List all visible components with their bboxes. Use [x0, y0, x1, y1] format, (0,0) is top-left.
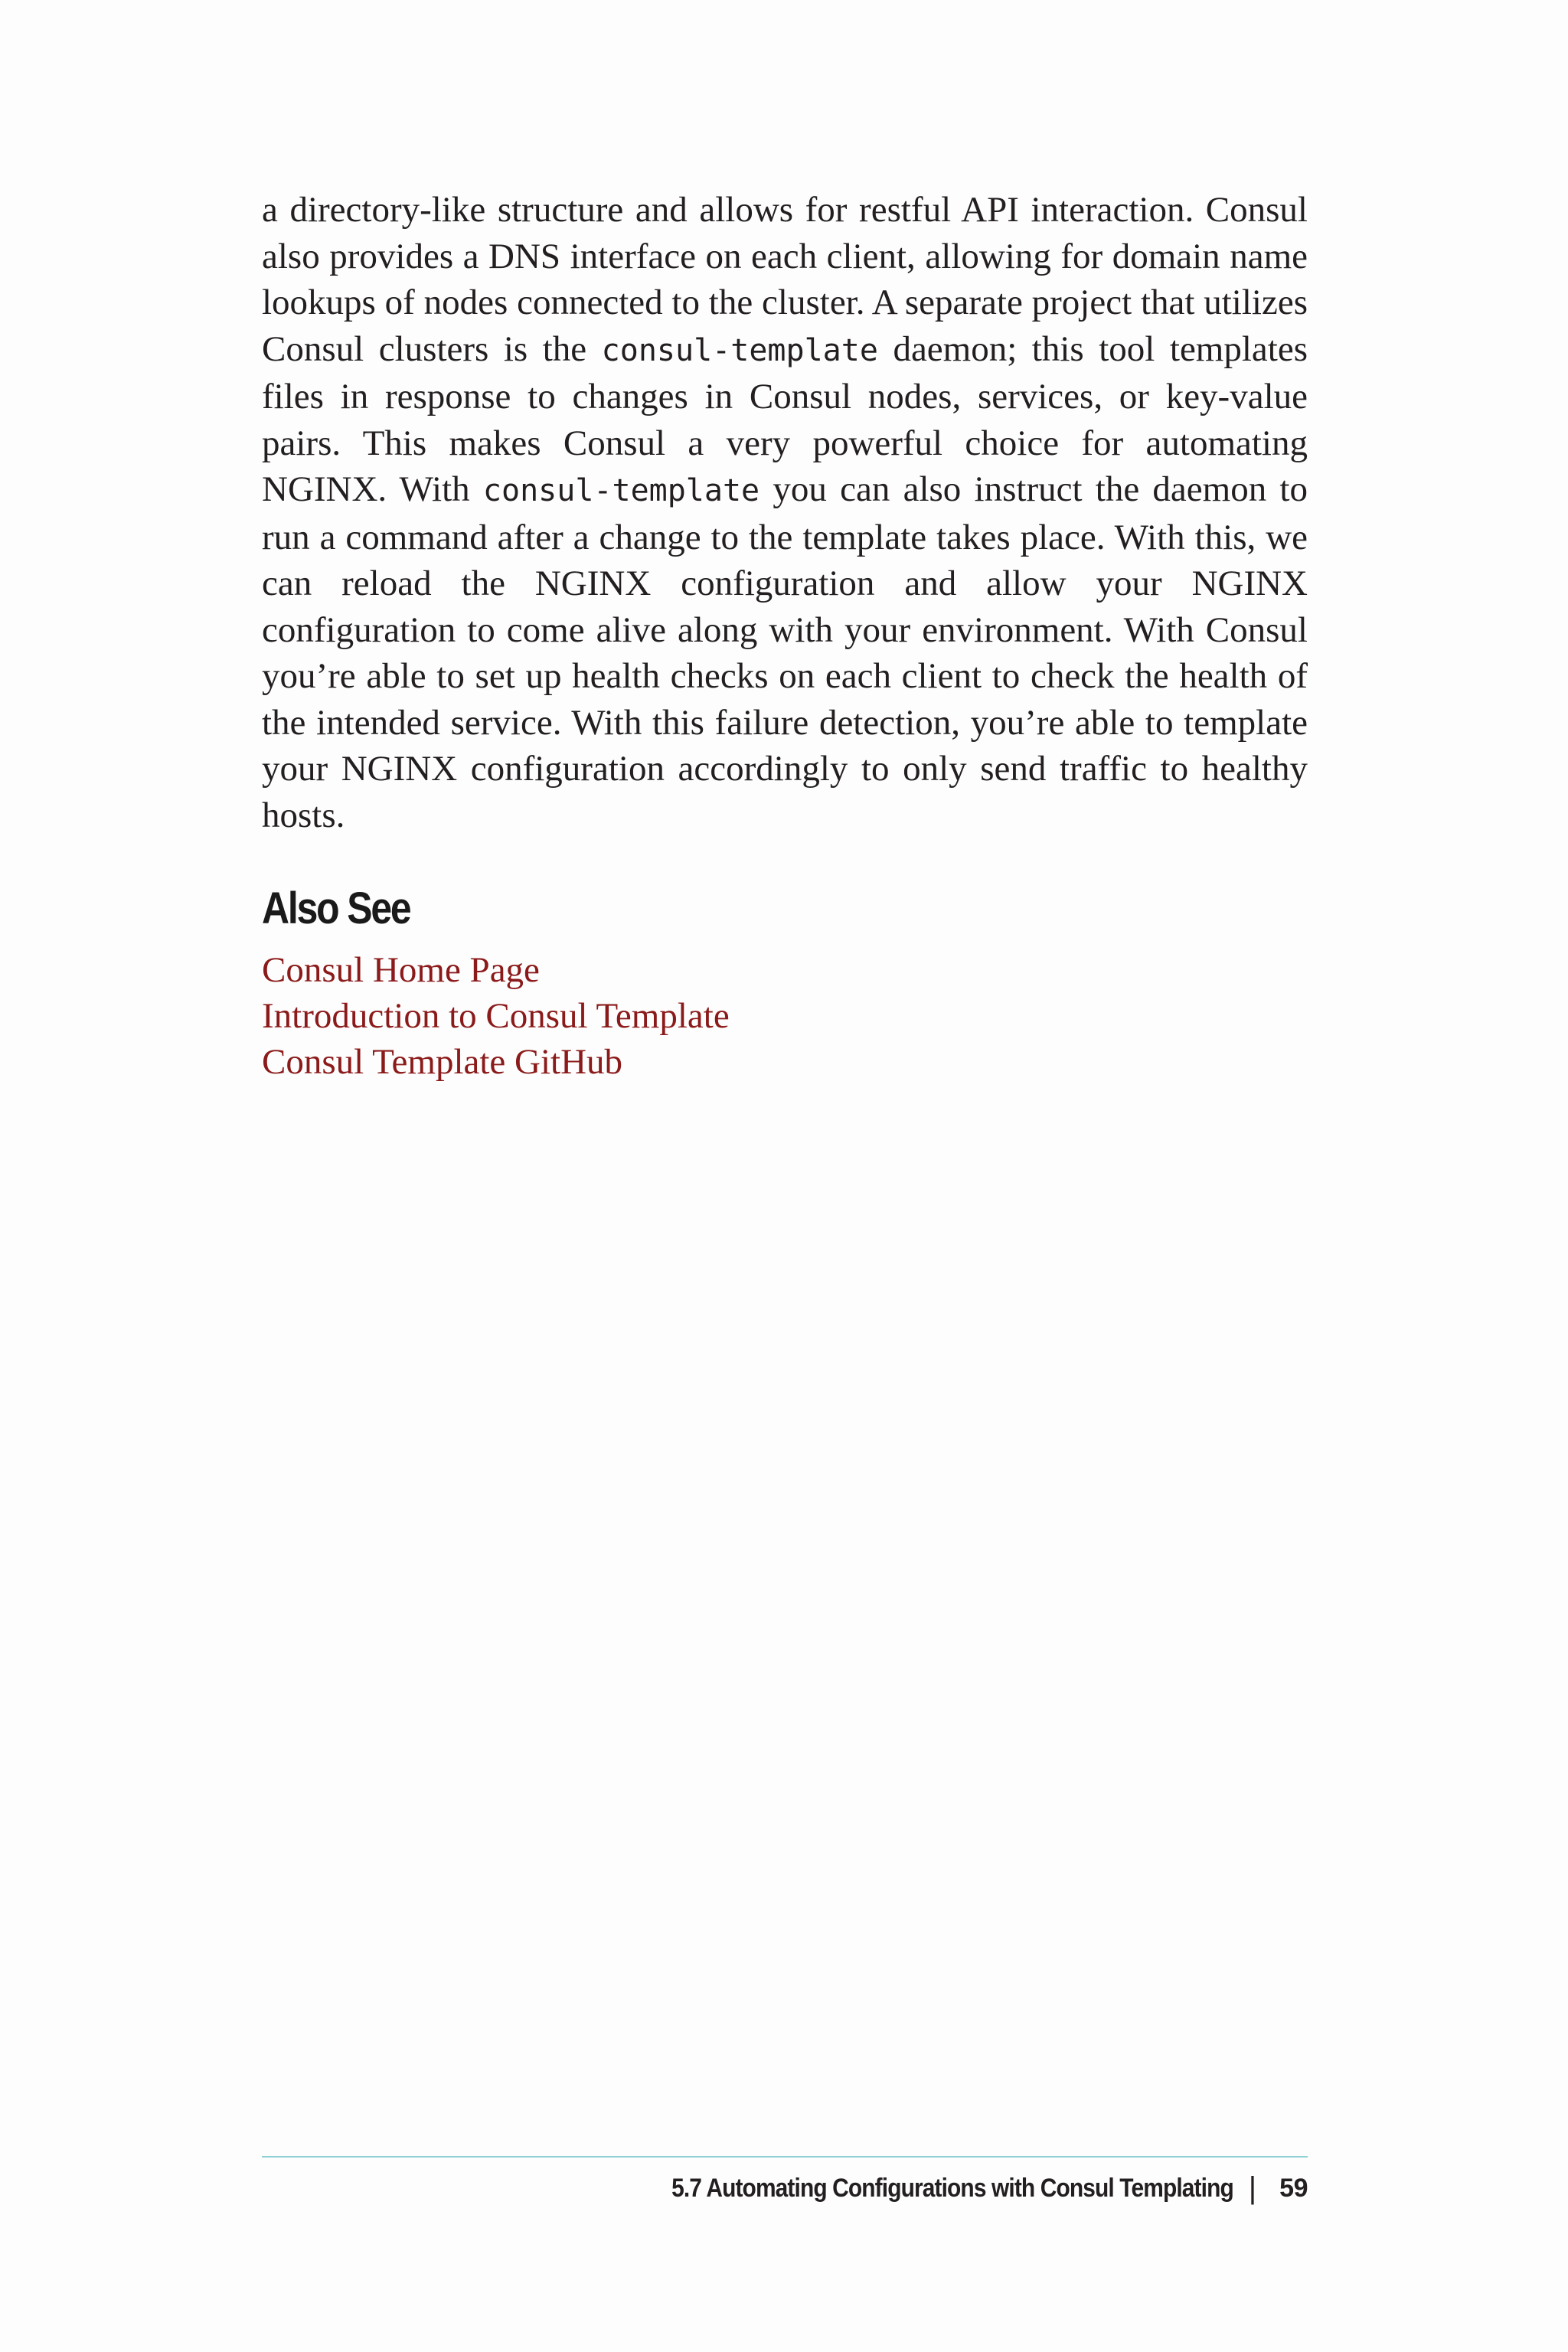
link-consul-home-page[interactable]: Consul Home Page	[262, 950, 540, 990]
link-introduction-to-consul-template[interactable]: Introduction to Consul Template	[262, 996, 730, 1036]
inline-code-consul-template: consul-template	[601, 332, 878, 368]
page-number: 59	[1279, 2173, 1308, 2203]
page-content	[262, 187, 1308, 1085]
inline-code-consul-template-2: consul-template	[482, 473, 760, 508]
body-paragraph	[262, 187, 1308, 838]
footer-section-title: 5.7 Automating Configurations with Consul Templating	[671, 2173, 1233, 2203]
footer-separator: |	[1248, 2171, 1257, 2205]
also-see-heading: Also See	[262, 884, 410, 933]
link-consul-template-github[interactable]: Consul Template GitHub	[262, 1042, 623, 1082]
body-text-part-2: daemon; this tool templates files in response to changes in Consul nodes, services, or key-value pairs. This makes Consul a very powerful choice for automating NGINX. With	[262, 328, 1308, 509]
footer-divider	[262, 2156, 1308, 2158]
also-see-links	[262, 947, 1308, 1085]
body-text-part-3: you can also instruct the daemon to run a command after a change to the template takes place. With this, we can reload the NGINX configuration and allow your NGINX configuration to come alive along with your environment. With Consul you’re able to set up health checks on each client to check the health of the intended service. With this failure detection, you’re able to template your NGINX configuration accordingly to only send traffic to healthy hosts.	[262, 469, 1308, 835]
body-text-part-1: a directory-like structure and allows for restful API interaction. Consul also provides a DNS interface on each client, allowing for domain name lookups of nodes connected to the cluster. A separate project that utilizes Consul clusters is the	[262, 190, 1308, 369]
page-footer	[262, 2168, 1308, 2208]
